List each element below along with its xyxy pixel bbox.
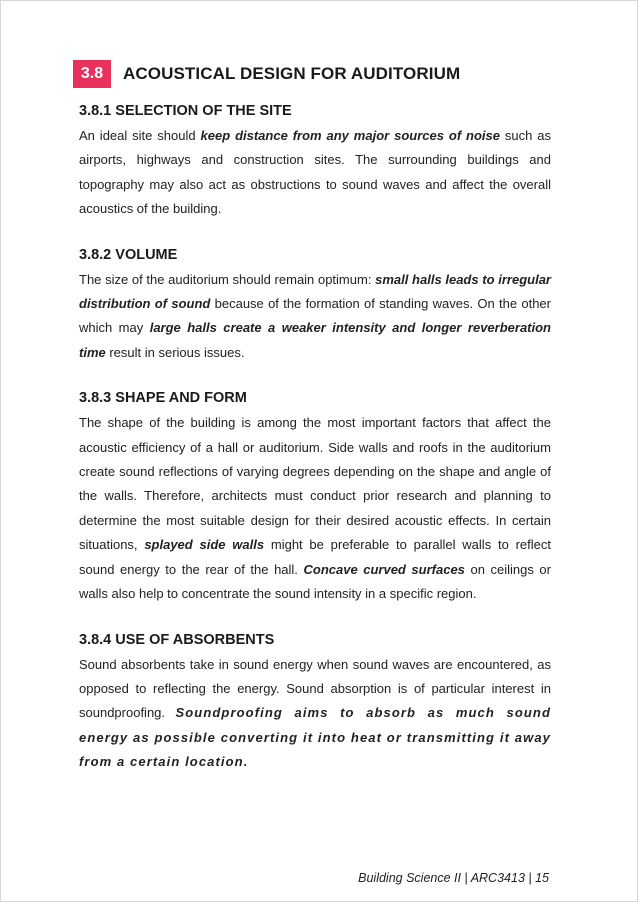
section-site-selection [79,101,551,222]
section-absorbents [79,630,551,775]
section-heading: 3.8.1 SELECTION OF THE SITE [79,103,292,119]
section-heading: 3.8.3 SHAPE AND FORM [79,390,247,407]
section-heading: 3.8.2 VOLUME [79,246,178,263]
chapter-header [73,60,460,88]
section-paragraph: An ideal site should keep distance from any major sources of noise such as airports, highways and construction sites. The surrounding buildings and topography may also act as obstructions to sound waves and affect the overall acoustics of the building. [79,128,551,217]
page-footer: Building Science II | ARC3413 | 15 [358,871,549,885]
content-body [79,101,551,798]
section-shape-and-form [79,388,551,606]
section-paragraph: The shape of the building is among the most important factors that affect the acoustic efficiency of a hall or auditorium. Side walls and roofs in the auditorium create sound reflections of varying degrees depending on the shape and angle of the walls. Therefore, architects must conduct prior research and planning to determine the most suitable design for their desired acoustic effects. In certain situations, splayed side walls might be preferable to parallel walls to reflect sound energy to the rear of the hall. Concave curved surfaces on ceilings or walls also help to concentrate the sound intensity in a specific region. [79,415,551,602]
section-paragraph: Sound absorbents take in sound energy when sound waves are encountered, as opposed to reflecting the energy. Sound absorption is of particular interest in soundproofing. Soundproofing aims to absorb as much sound energy as possible converting it into heat or transmitting it away from a certain location. [79,656,551,770]
section-heading: 3.8.4 USE OF ABSORBENTS [79,631,275,648]
chapter-number-badge: 3.8 [73,60,111,88]
section-volume [79,245,551,366]
section-paragraph: The size of the auditorium should remain optimum: small halls leads to irregular distribution of sound because of the formation of standing waves. On the other which may large halls create a weaker intensity and longer reverberation time result in serious issues. [79,271,551,360]
chapter-title: ACOUSTICAL DESIGN FOR AUDITORIUM [123,64,461,83]
